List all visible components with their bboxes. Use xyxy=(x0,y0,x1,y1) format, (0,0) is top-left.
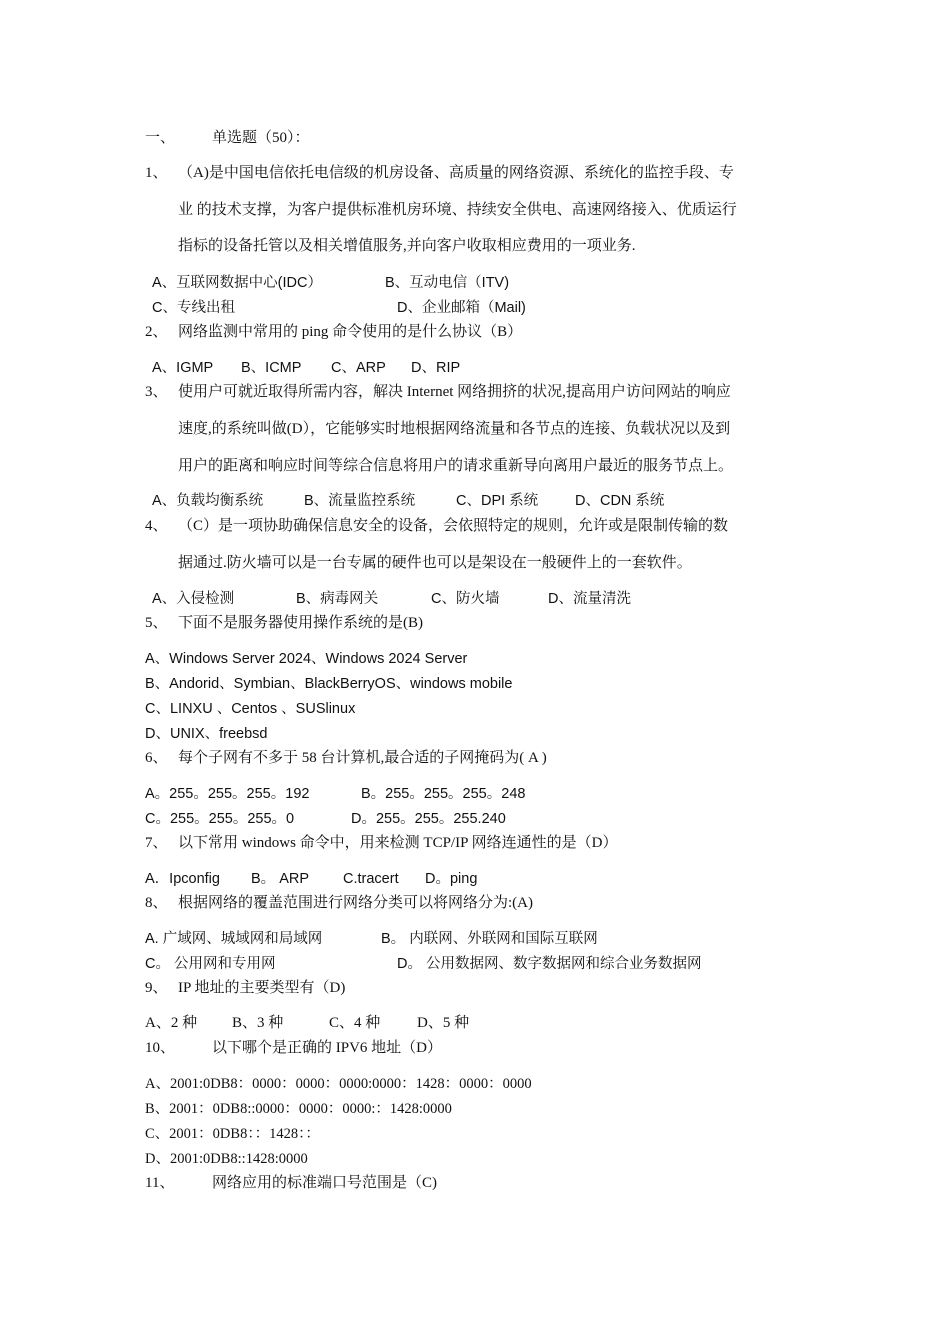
option-d: D、流量清洗 xyxy=(548,591,631,607)
option-b: B、ICMP xyxy=(241,360,302,376)
option-b: B。255。255。255。248 xyxy=(361,786,526,802)
section-number: 一、 xyxy=(145,130,176,146)
question-text-line: 以下常用 windows 命令中，用来检测 TCP/IP 网络连通性的是（D） xyxy=(178,835,618,851)
question-number: 11、 xyxy=(145,1175,175,1191)
option-d: D、2001:0DB8::1428:0000 xyxy=(145,1151,308,1167)
option-d: D、RIP xyxy=(411,360,461,376)
question-number: 2、 xyxy=(145,324,168,340)
option-a: A。255。255。255。192 xyxy=(145,786,310,802)
option-a: A、2 种 xyxy=(145,1015,198,1031)
option-a: A、IGMP xyxy=(152,360,214,376)
option-c: C、LINXU 、Centos 、SUSlinux xyxy=(145,701,356,717)
question-text-line: 以下哪个是正确的 IPV6 地址（D） xyxy=(212,1040,443,1056)
option-a: A、Windows Server 2024、Windows 2024 Server xyxy=(145,651,468,667)
section-title: 单选题（50）： xyxy=(212,130,310,146)
option-d: D。ping xyxy=(425,871,478,887)
option-c: C。255。255。255。0 xyxy=(145,811,295,827)
question-text-line: 网络应用的标准端口号范围是（C) xyxy=(212,1175,438,1191)
question-text-line: 网络监测中常用的 ping 命令使用的是什么协议（B） xyxy=(178,324,523,340)
option-b: B、病毒网关 xyxy=(296,591,379,607)
question-text-line: 业 的技术支撑，为客户提供标准机房环境、持续安全供电、高速网络接入、优质运行 xyxy=(178,202,737,218)
option-d: D。 公用数据网、数字数据网和综合业务数据网 xyxy=(397,956,702,972)
option-c: C、DPI 系统 xyxy=(456,493,539,509)
question-number: 7、 xyxy=(145,835,168,851)
option-a: A．Ipconfig xyxy=(145,871,220,887)
question-number: 9、 xyxy=(145,980,168,996)
question-number: 8、 xyxy=(145,895,168,911)
question-text-line: 使用户可就近取得所需内容，解决 Internet 网络拥挤的状况,提高用户访问网站的响应 xyxy=(178,384,731,400)
option-a: A、互联网数据中心(IDC） xyxy=(152,275,322,291)
question-number: 3、 xyxy=(145,384,168,400)
option-d: D、企业邮箱（Mail) xyxy=(397,300,526,316)
option-d: D、UNIX、freebsd xyxy=(145,726,268,742)
option-b: B。 ARP xyxy=(251,871,310,887)
option-a: A、负载均衡系统 xyxy=(152,493,264,509)
question-text-line: 据通过.防火墙可以是一台专属的硬件也可以是架设在一般硬件上的一套软件。 xyxy=(178,555,692,571)
option-b: B、2001：0DB8::0000：0000：0000:：1428:0000 xyxy=(145,1101,452,1117)
option-c: C。 公用网和专用网 xyxy=(145,956,276,972)
option-d: D、5 种 xyxy=(417,1015,470,1031)
option-a: A. 广域网、城域网和局域网 xyxy=(145,931,323,947)
question-text-line: 每个子网有不多于 58 台计算机,最合适的子网掩码为( A ) xyxy=(178,750,547,766)
option-b: B、Andorid、Symbian、BlackBerryOS、windows mobile xyxy=(145,676,513,692)
option-c: C.tracert xyxy=(343,871,399,887)
question-text-line: IP 地址的主要类型有（D) xyxy=(178,980,346,996)
option-d: D、CDN 系统 xyxy=(575,493,665,509)
question-number: 10、 xyxy=(145,1040,176,1056)
option-b: B、流量监控系统 xyxy=(304,493,416,509)
question-text-line: （C）是一项协助确保信息安全的设备，会依照特定的规则，允许或是限制传输的数 xyxy=(178,518,729,534)
question-number: 6、 xyxy=(145,750,168,766)
question-number: 5、 xyxy=(145,615,168,631)
option-b: B、3 种 xyxy=(232,1015,284,1031)
option-a: A、2001:0DB8：0000：0000：0000:0000：1428：0000：0000 xyxy=(145,1076,532,1092)
question-text-line: 用户的距离和响应时间等综合信息将用户的请求重新导向离用户最近的服务节点上。 xyxy=(178,458,734,474)
question-text-line: （A)是中国电信依托电信级的机房设备、高质量的网络资源、系统化的监控手段、专 xyxy=(178,165,734,181)
option-c: C、防火墙 xyxy=(431,591,500,607)
option-a: A、入侵检测 xyxy=(152,591,235,607)
question-text-line: 速度,的系统叫做(D），它能够实时地根据网络流量和各节点的连接、负载状况以及到 xyxy=(178,421,731,437)
option-b: B。 内联网、外联网和国际互联网 xyxy=(381,931,598,947)
option-d: D。255。255。255.240 xyxy=(351,811,506,827)
option-c: C、ARP xyxy=(331,360,386,376)
question-text-line: 下面不是服务器使用操作系统的是(B) xyxy=(178,615,423,631)
question-number: 1、 xyxy=(145,165,168,181)
question-text-line: 指标的设备托管以及相关增值服务,并向客户收取相应费用的一项业务. xyxy=(178,238,636,254)
option-c: C、专线出租 xyxy=(152,300,235,316)
question-text-line: 根据网络的覆盖范围进行网络分类可以将网络分为:(A) xyxy=(178,895,533,911)
option-b: B、互动电信（ITV) xyxy=(385,275,510,291)
option-c: C、2001：0DB8：：1428：： xyxy=(145,1126,320,1142)
option-c: C、4 种 xyxy=(329,1015,381,1031)
question-number: 4、 xyxy=(145,518,168,534)
